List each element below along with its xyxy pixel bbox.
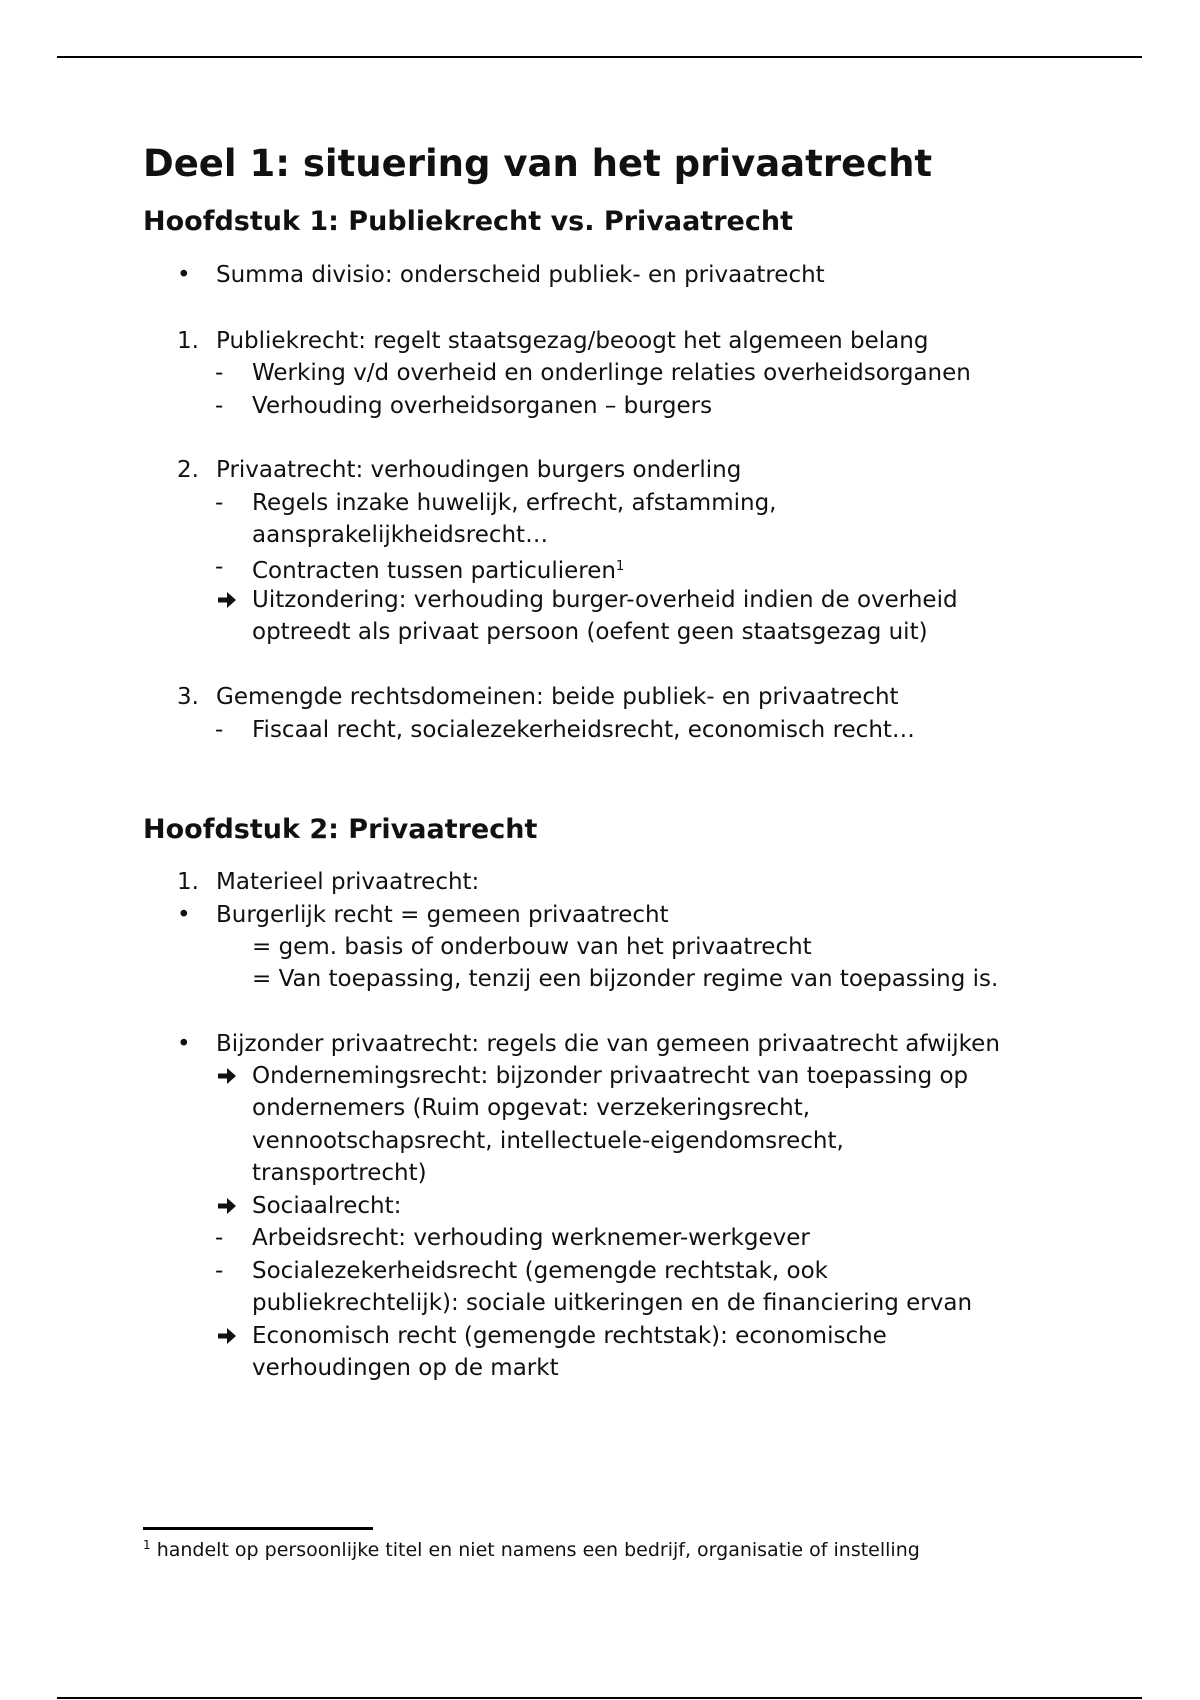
header-rule [57, 56, 1142, 58]
bullet-marker: • [177, 262, 191, 288]
dash-marker: - [215, 490, 224, 516]
ondernemingsrecht-line3: vennootschapsrecht, intellectuele-eigendomsrecht, [252, 1128, 844, 1154]
publiekrecht-sub2: Verhouding overheidsorganen – burgers [252, 393, 713, 419]
burgerlijk-recht-line3: = Van toepassing, tenzij een bijzonder regime van toepassing is. [252, 966, 999, 992]
sociaalrecht-item: Sociaalrecht: [252, 1193, 402, 1219]
publiekrecht-item: Publiekrecht: regelt staatsgezag/beoogt het algemeen belang [216, 328, 929, 354]
ondernemingsrecht-line2: ondernemers (Ruim opgevat: verzekeringsrecht, [252, 1095, 811, 1121]
dash-marker: - [215, 1258, 224, 1284]
list-number: 1. [177, 869, 199, 895]
bullet-marker: • [177, 1031, 191, 1057]
publiekrecht-sub1: Werking v/d overheid en onderlinge relaties overheidsorganen [252, 360, 971, 386]
list-number: 3. [177, 684, 199, 710]
footer-rule [57, 1697, 1142, 1699]
ondernemingsrecht-line4: transportrecht) [252, 1160, 427, 1186]
uitzondering-line1: Uitzondering: verhouding burger-overheid indien de overheid [252, 587, 958, 613]
list-number: 1. [177, 328, 199, 354]
arbeidsrecht-item: Arbeidsrecht: verhouding werknemer-werkgever [252, 1225, 810, 1251]
privaatrecht-item: Privaatrecht: verhoudingen burgers onderling [216, 457, 742, 483]
dash-marker: - [215, 1225, 224, 1251]
burgerlijk-recht-item: Burgerlijk recht = gemeen privaatrecht [216, 902, 669, 928]
footnote-number: 1 [143, 1538, 151, 1552]
dash-marker: - [215, 554, 224, 580]
socialezekerheidsrecht-line1: Socialezekerheidsrecht (gemengde rechtstak, ook [252, 1258, 828, 1284]
privaatrecht-sub2-text: Contracten tussen particulieren [252, 558, 616, 584]
economisch-recht-line2: verhoudingen op de markt [252, 1355, 559, 1381]
privaatrecht-sub2 [252, 551, 624, 587]
footnote-text: handelt op persoonlijke titel en niet namens een bedrijf, organisatie of instelling [156, 1539, 920, 1561]
privaatrecht-sub1-line1: Regels inzake huwelijk, erfrecht, afstamming, [252, 490, 777, 516]
gemengde-item: Gemengde rechtsdomeinen: beide publiek- en privaatrecht [216, 684, 899, 710]
dash-marker: - [215, 393, 224, 419]
footnote [143, 1532, 920, 1563]
page-title: Deel 1: situering van het privaatrecht [143, 142, 933, 185]
uitzondering-line2: optreedt als privaat persoon (oefent geen staatsgezag uit) [252, 619, 928, 645]
dash-marker: - [215, 717, 224, 743]
arrow-right-icon [216, 1190, 238, 1222]
summa-divisio-item: Summa divisio: onderscheid publiek- en privaatrecht [216, 262, 825, 288]
ondernemingsrecht-line1: Ondernemingsrecht: bijzonder privaatrecht van toepassing op [252, 1063, 969, 1089]
arrow-right-icon [216, 584, 238, 616]
footnote-separator [143, 1527, 373, 1530]
footnote-ref[interactable]: 1 [615, 559, 625, 574]
dash-marker: - [215, 360, 224, 386]
economisch-recht-line1: Economisch recht (gemengde rechtstak): economische [252, 1323, 887, 1349]
gemengde-sub1: Fiscaal recht, socialezekerheidsrecht, economisch recht… [252, 717, 915, 743]
bijzonder-privaatrecht-item: Bijzonder privaatrecht: regels die van gemeen privaatrecht afwijken [216, 1031, 1000, 1057]
privaatrecht-sub1-line2: aansprakelijkheidsrecht… [252, 522, 549, 548]
arrow-right-icon [216, 1060, 238, 1092]
materieel-item: Materieel privaatrecht: [216, 869, 480, 895]
arrow-right-icon [216, 1320, 238, 1352]
chapter1-heading: Hoofdstuk 1: Publiekrecht vs. Privaatrecht [143, 206, 793, 237]
socialezekerheidsrecht-line2: publiekrechtelijk): sociale uitkeringen en de financiering ervan [252, 1290, 973, 1316]
chapter2-heading: Hoofdstuk 2: Privaatrecht [143, 814, 538, 845]
burgerlijk-recht-line2: = gem. basis of onderbouw van het privaatrecht [252, 934, 812, 960]
list-number: 2. [177, 457, 199, 483]
bullet-marker: • [177, 902, 191, 928]
